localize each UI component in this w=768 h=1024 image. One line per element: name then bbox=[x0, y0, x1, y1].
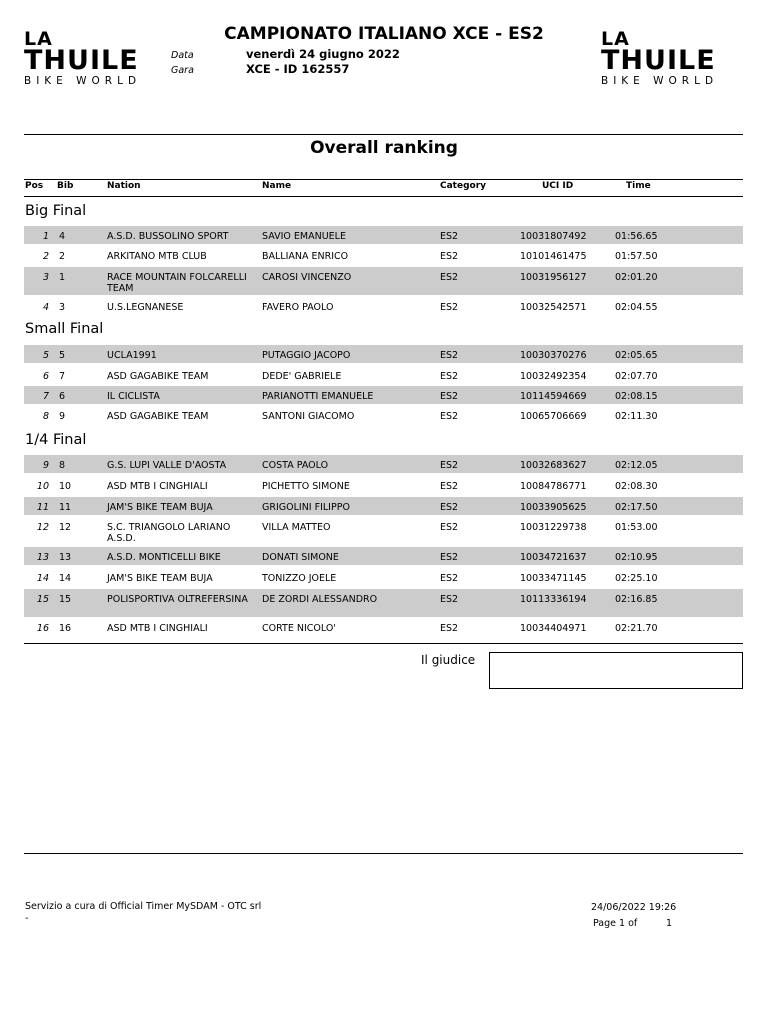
row-category: ES2 bbox=[440, 302, 459, 313]
col-bib: Bib bbox=[57, 181, 74, 191]
logo-bike-world: BIKE WORLD bbox=[601, 75, 719, 87]
table-head-top-rule bbox=[24, 179, 743, 180]
row-name: PUTAGGIO JACOPO bbox=[262, 350, 351, 361]
page-title: Overall ranking bbox=[310, 138, 458, 158]
row-bib: 7 bbox=[59, 371, 66, 382]
row-pos: 8 bbox=[42, 411, 49, 422]
row-name: DE ZORDI ALESSANDRO bbox=[262, 594, 378, 605]
table-row bbox=[24, 345, 743, 363]
row-pos: 10 bbox=[36, 481, 49, 492]
row-uci-id: 10033905625 bbox=[520, 502, 587, 513]
row-pos: 6 bbox=[42, 371, 49, 382]
row-nation: ASD MTB I CINGHIALI bbox=[107, 481, 208, 492]
row-nation: S.C. TRIANGOLO LARIANO A.S.D. bbox=[107, 522, 231, 544]
row-bib: 6 bbox=[59, 391, 66, 402]
logo-la: LA bbox=[24, 28, 53, 50]
row-category: ES2 bbox=[440, 594, 459, 605]
header-divider bbox=[24, 134, 743, 135]
row-bib: 5 bbox=[59, 350, 66, 361]
col-category: Category bbox=[440, 181, 487, 191]
row-nation: IL CICLISTA bbox=[107, 391, 160, 402]
row-category: ES2 bbox=[440, 522, 459, 533]
row-nation: UCLA1991 bbox=[107, 350, 157, 361]
table-row bbox=[24, 618, 743, 636]
row-pos: 1 bbox=[42, 231, 49, 242]
row-uci-id: 10031229738 bbox=[520, 522, 587, 533]
row-time: 02:08.15 bbox=[615, 391, 658, 402]
table-row bbox=[24, 406, 743, 424]
row-pos: 4 bbox=[42, 302, 49, 313]
row-time: 02:21.70 bbox=[615, 623, 658, 634]
row-category: ES2 bbox=[440, 623, 459, 634]
row-uci-id: 10032683627 bbox=[520, 460, 587, 471]
row-pos: 15 bbox=[36, 594, 49, 605]
row-uci-id: 10065706669 bbox=[520, 411, 587, 422]
row-time: 02:07.70 bbox=[615, 371, 658, 382]
row-time: 01:57.50 bbox=[615, 251, 658, 262]
col-time: Time bbox=[626, 181, 651, 191]
col-uci-id: UCI ID bbox=[542, 181, 574, 191]
row-nation: ASD GAGABIKE TEAM bbox=[107, 411, 209, 422]
row-pos: 7 bbox=[42, 391, 49, 402]
row-pos: 2 bbox=[42, 251, 49, 262]
data-label: Data bbox=[171, 50, 194, 61]
row-name: SAVIO EMANUELE bbox=[262, 231, 346, 242]
row-pos: 16 bbox=[36, 623, 49, 634]
row-name: VILLA MATTEO bbox=[262, 522, 331, 533]
row-bib: 12 bbox=[59, 522, 72, 533]
group-title: Small Final bbox=[25, 321, 104, 337]
row-name: BALLIANA ENRICO bbox=[262, 251, 349, 262]
row-bib: 1 bbox=[59, 272, 66, 283]
logo-thuile: THUILE bbox=[601, 45, 716, 76]
row-pos: 14 bbox=[36, 573, 49, 584]
row-name: CAROSI VINCENZO bbox=[262, 272, 352, 283]
row-bib: 11 bbox=[59, 502, 72, 513]
row-category: ES2 bbox=[440, 251, 459, 262]
race-id: XCE - ID 162557 bbox=[246, 62, 350, 76]
table-row bbox=[24, 297, 743, 315]
row-uci-id: 10033471145 bbox=[520, 573, 587, 584]
footer-dash: - bbox=[25, 913, 29, 924]
table-row bbox=[24, 246, 743, 264]
row-nation: JAM'S BIKE TEAM BUJA bbox=[107, 573, 213, 584]
row-time: 02:04.55 bbox=[615, 302, 658, 313]
table-row bbox=[24, 226, 743, 244]
row-nation: A.S.D. MONTICELLI BIKE bbox=[107, 552, 221, 563]
col-pos: Pos bbox=[25, 181, 44, 191]
row-uci-id: 10031807492 bbox=[520, 231, 587, 242]
table-row bbox=[24, 547, 743, 565]
row-nation: RACE MOUNTAIN FOLCARELLI TEAM bbox=[107, 272, 247, 294]
row-name: SANTONI GIACOMO bbox=[262, 411, 355, 422]
row-name: DEDE' GABRIELE bbox=[262, 371, 342, 382]
event-title: CAMPIONATO ITALIANO XCE - ES2 bbox=[224, 24, 544, 44]
row-category: ES2 bbox=[440, 272, 459, 283]
row-bib: 15 bbox=[59, 594, 72, 605]
row-category: ES2 bbox=[440, 391, 459, 402]
row-nation: G.S. LUPI VALLE D'AOSTA bbox=[107, 460, 227, 471]
row-time: 02:16.85 bbox=[615, 594, 658, 605]
table-row bbox=[24, 589, 743, 617]
row-time: 02:08.30 bbox=[615, 481, 658, 492]
row-nation: ASD GAGABIKE TEAM bbox=[107, 371, 209, 382]
table-row bbox=[24, 517, 743, 545]
row-name: GRIGOLINI FILIPPO bbox=[262, 502, 350, 513]
logo-la: LA bbox=[601, 28, 630, 50]
row-nation: U.S.LEGNANESE bbox=[107, 302, 184, 313]
table-row bbox=[24, 455, 743, 473]
footer-page-label: Page 1 of bbox=[593, 918, 638, 929]
row-uci-id: 10034721637 bbox=[520, 552, 587, 563]
row-category: ES2 bbox=[440, 481, 459, 492]
footer-divider bbox=[24, 853, 743, 854]
footer-page-total: 1 bbox=[666, 918, 673, 929]
event-date: venerdì 24 giugno 2022 bbox=[246, 47, 400, 61]
table-row bbox=[24, 386, 743, 404]
row-bib: 3 bbox=[59, 302, 66, 313]
judge-label: Il giudice bbox=[421, 653, 476, 667]
row-bib: 16 bbox=[59, 623, 72, 634]
row-pos: 13 bbox=[36, 552, 49, 563]
row-bib: 10 bbox=[59, 481, 72, 492]
row-nation: JAM'S BIKE TEAM BUJA bbox=[107, 502, 213, 513]
judge-signature-box bbox=[489, 652, 743, 689]
row-bib: 9 bbox=[59, 411, 66, 422]
row-category: ES2 bbox=[440, 502, 459, 513]
row-time: 02:11.30 bbox=[615, 411, 658, 422]
row-bib: 4 bbox=[59, 231, 66, 242]
row-uci-id: 10031956127 bbox=[520, 272, 587, 283]
row-name: COSTA PAOLO bbox=[262, 460, 329, 471]
row-uci-id: 10101461475 bbox=[520, 251, 587, 262]
row-time: 02:17.50 bbox=[615, 502, 658, 513]
row-pos: 3 bbox=[42, 272, 49, 283]
logo-bike-world: BIKE WORLD bbox=[24, 75, 142, 87]
row-time: 01:53.00 bbox=[615, 522, 658, 533]
group-title: Big Final bbox=[25, 203, 87, 219]
row-name: FAVERO PAOLO bbox=[262, 302, 334, 313]
gara-label: Gara bbox=[171, 65, 194, 76]
row-name: CORTE NICOLO' bbox=[262, 623, 336, 634]
row-bib: 8 bbox=[59, 460, 66, 471]
col-nation: Nation bbox=[107, 181, 141, 191]
table-row bbox=[24, 568, 743, 586]
row-time: 02:05.65 bbox=[615, 350, 658, 361]
row-uci-id: 10034404971 bbox=[520, 623, 587, 634]
row-category: ES2 bbox=[440, 573, 459, 584]
row-time: 02:10.95 bbox=[615, 552, 658, 563]
footer-service: Servizio a cura di Official Timer MySDAM - OTC srl bbox=[25, 901, 262, 912]
row-pos: 5 bbox=[42, 350, 49, 361]
row-category: ES2 bbox=[440, 552, 459, 563]
row-time: 02:12.05 bbox=[615, 460, 658, 471]
row-pos: 12 bbox=[36, 522, 49, 533]
row-name: PARIANOTTI EMANUELE bbox=[262, 391, 374, 402]
row-nation: POLISPORTIVA OLTREFERSINA bbox=[107, 594, 248, 605]
group-title: 1/4 Final bbox=[25, 432, 87, 448]
table-row bbox=[24, 366, 743, 384]
row-nation: A.S.D. BUSSOLINO SPORT bbox=[107, 231, 229, 242]
table-row bbox=[24, 476, 743, 494]
row-nation: ARKITANO MTB CLUB bbox=[107, 251, 207, 262]
table-row bbox=[24, 497, 743, 515]
row-name: DONATI SIMONE bbox=[262, 552, 339, 563]
row-time: 02:01.20 bbox=[615, 272, 658, 283]
row-name: TONIZZO JOELE bbox=[262, 573, 337, 584]
table-head-bottom-rule bbox=[24, 196, 743, 197]
row-pos: 9 bbox=[42, 460, 49, 471]
row-pos: 11 bbox=[36, 502, 49, 513]
row-bib: 13 bbox=[59, 552, 72, 563]
row-uci-id: 10030370276 bbox=[520, 350, 587, 361]
row-category: ES2 bbox=[440, 411, 459, 422]
row-time: 01:56.65 bbox=[615, 231, 658, 242]
row-name: PICHETTO SIMONE bbox=[262, 481, 350, 492]
row-uci-id: 10032492354 bbox=[520, 371, 587, 382]
row-time: 02:25.10 bbox=[615, 573, 658, 584]
row-uci-id: 10084786771 bbox=[520, 481, 587, 492]
footer-datetime: 24/06/2022 19:26 bbox=[591, 902, 677, 913]
row-bib: 2 bbox=[59, 251, 66, 262]
row-nation: ASD MTB I CINGHIALI bbox=[107, 623, 208, 634]
table-row bbox=[24, 267, 743, 295]
row-bib: 14 bbox=[59, 573, 72, 584]
row-category: ES2 bbox=[440, 460, 459, 471]
row-uci-id: 10114594669 bbox=[520, 391, 587, 402]
row-category: ES2 bbox=[440, 371, 459, 382]
row-uci-id: 10032542571 bbox=[520, 302, 587, 313]
row-uci-id: 10113336194 bbox=[520, 594, 587, 605]
table-end-rule bbox=[24, 643, 743, 644]
col-name: Name bbox=[262, 181, 292, 191]
row-category: ES2 bbox=[440, 231, 459, 242]
logo-thuile: THUILE bbox=[24, 45, 139, 76]
row-category: ES2 bbox=[440, 350, 459, 361]
